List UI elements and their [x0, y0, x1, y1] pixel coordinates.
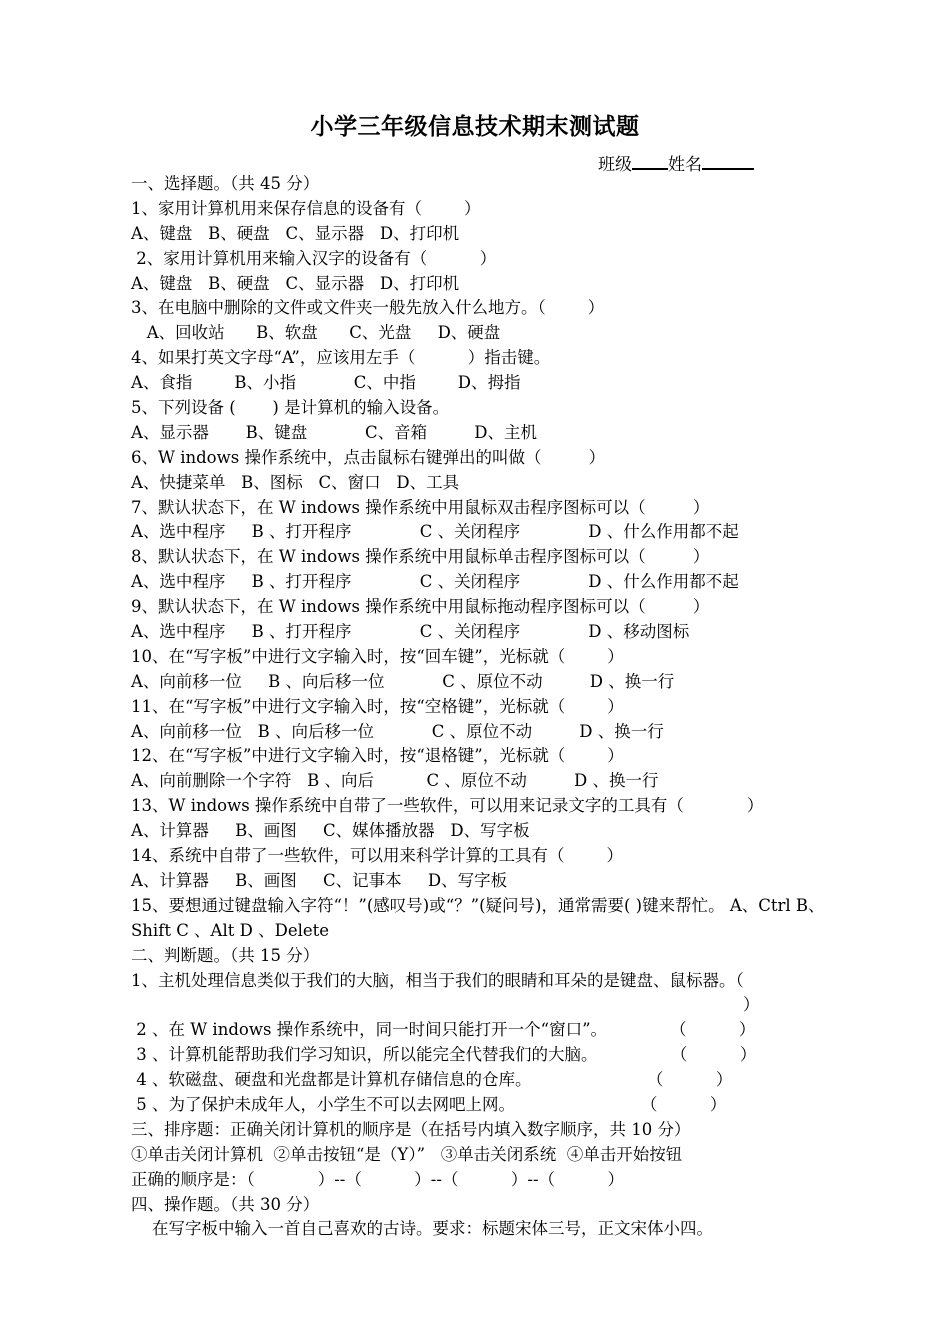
question-line: 12、在“写字板”中进行文字输入时，按“退格键”，光标就（ ）: [131, 746, 624, 766]
question-line: 5、下列设备 ( ) 是计算机的输入设备。: [131, 398, 450, 418]
question-line: 13、W indows 操作系统中自带了一些软件，可以用来记录文字的工具有（ ）: [131, 796, 764, 816]
question-line: A、键盘 B、硬盘 C、显示器 D、打印机: [131, 223, 460, 243]
section-heading-choice: 一、选择题。（共 45 分）: [131, 174, 320, 193]
question-line: A、计算器 B、画图 C、媒体播放器 D、写字板: [131, 821, 530, 841]
question-15: 15、要想通过键盘输入字符“！”(感叹号)或“？”(疑问号)，通常需要( )键来帮忙。 A、Ctrl B、Shift C 、Alt D 、Delete: [131, 895, 825, 940]
judge-line: 3 、计算机能帮助我们学习知识，所以能完全代替我们的大脑。 （ ）: [131, 1045, 757, 1065]
question-line: 1、家用计算机用来保存信息的设备有（ ）: [131, 198, 481, 218]
question-line: A、选中程序 B 、打开程序 C 、关闭程序 D 、什么作用都不起: [131, 572, 739, 592]
question-line: A、选中程序 B 、打开程序 C 、关闭程序 D 、什么作用都不起: [131, 522, 739, 542]
question-line: 6、W indows 操作系统中，点击鼠标右键弹出的叫做（ ）: [131, 447, 606, 467]
question-line: A、向前移一位 B 、向后移一位 C 、原位不动 D 、换一行: [131, 721, 664, 741]
page-title: 小学三年级信息技术期末测试题: [310, 113, 640, 140]
question-line: A、向前删除一个字符 B 、向后 C 、原位不动 D 、换一行: [131, 771, 659, 791]
question-line: 14、系统中自带了一些软件，可以用来科学计算的工具有（ ）: [131, 846, 623, 866]
question-line: A、快捷菜单 B、图标 C、窗口 D、工具: [131, 472, 460, 492]
question-line: 3、在电脑中删除的文件或文件夹一般先放入什么地方。（ ）: [131, 298, 605, 318]
question-line: A、显示器 B、键盘 C、音箱 D、主机: [131, 422, 538, 442]
judge-line: 4 、软磁盘、硬盘和光盘都是计算机存储信息的仓库。 （ ）: [131, 1070, 733, 1090]
name-label: 姓名: [668, 155, 702, 175]
class-label: 班级: [598, 155, 632, 175]
exam-content: [131, 172, 841, 1242]
name-blank: [702, 152, 754, 170]
question-line: A、键盘 B、硬盘 C、显示器 D、打印机: [131, 273, 460, 293]
question-line: 7、默认状态下，在 W indows 操作系统中用鼠标双击程序图标可以（ ）: [131, 497, 710, 517]
judge-line: 5 、为了保护未成年人，小学生不可以去网吧上网。 （ ）: [131, 1094, 727, 1114]
question-line: A、向前移一位 B 、向后移一位 C 、原位不动 D 、换一行: [131, 671, 675, 691]
choice-questions: [131, 197, 841, 894]
question-line: 4、如果打英文字母“A”，应该用左手（ ）指击键。: [131, 348, 551, 368]
question-line: A、计算器 B、画图 C、记事本 D、写字板: [131, 870, 508, 890]
question-line: 2、家用计算机用来输入汉字的设备有（ ）: [131, 248, 497, 268]
class-blank: [632, 152, 668, 170]
question-line: A、选中程序 B 、打开程序 C 、关闭程序 D 、移动图标: [131, 622, 690, 642]
question-line: A、回收站 B、软盘 C、光盘 D、硬盘: [131, 323, 501, 343]
question-line: 10、在“写字板”中进行文字输入时，按“回车键”，光标就（ ）: [131, 646, 624, 666]
judge-questions: [131, 1018, 841, 1118]
question-line: A、食指 B、小指 C、中指 D、拇指: [131, 373, 521, 393]
judge-question-1: 1、主机处理信息类似于我们的大脑，相当于我们的眼睛和耳朵的是键盘、鼠标器。（: [131, 970, 744, 990]
order-answer: 正确的顺序是：（ ）--（ ）--（ ）--（ ）: [131, 1169, 624, 1189]
question-line: 9、默认状态下，在 W indows 操作系统中用鼠标拖动程序图标可以（ ）: [131, 597, 710, 617]
section-heading-operation: 四、操作题。（共 30 分）: [131, 1194, 320, 1214]
question-line: 8、默认状态下，在 W indows 操作系统中用鼠标单击程序图标可以（ ）: [131, 547, 710, 567]
section-heading-judge: 二、判断题。（共 15 分）: [131, 945, 320, 965]
judge-question-1-close: ）: [743, 995, 760, 1015]
judge-line: 2 、在 W indows 操作系统中，同一时间只能打开一个“窗口”。 （ ）: [131, 1020, 756, 1040]
order-options: ①单击关闭计算机 ②单击按钮“是（Y）” ③单击关闭系统 ④单击开始按钮: [131, 1144, 683, 1164]
operation-task: 在写字板中输入一首自己喜欢的古诗。要求：标题宋体三号，正文宋体小四。: [131, 1219, 713, 1239]
question-line: 11、在“写字板”中进行文字输入时，按“空格键”，光标就（ ）: [131, 696, 624, 716]
section-heading-order: 三、排序题：正确关闭计算机的顺序是（在括号内填入数字顺序，共 10 分）: [131, 1119, 691, 1139]
